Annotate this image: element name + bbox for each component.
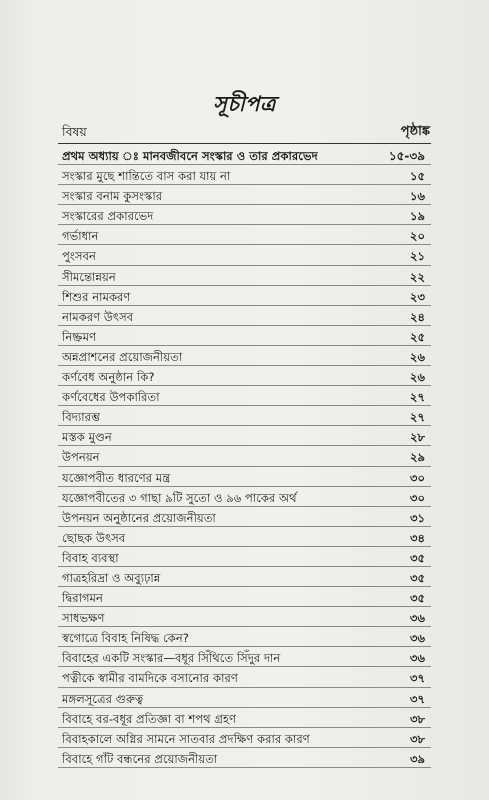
toc-entry-title: শিশুর নামকরণ (62, 289, 131, 304)
toc-entry-page: ৩৮ (409, 711, 425, 726)
toc-entry-page: ৩৪ (409, 530, 425, 545)
toc-row (58, 748, 431, 768)
toc-row (58, 547, 431, 567)
toc-entry-title: পত্নীকে স্বামীর বামদিকে বসানোর কারণ (62, 671, 238, 686)
toc-row (58, 266, 431, 286)
toc-row (58, 165, 431, 185)
toc-entry-title: গাত্রহরিদ্রা ও অব্যুঢ়ান্ন (62, 570, 161, 585)
toc-entry-title: পুংসবন (62, 249, 96, 264)
toc-row (58, 527, 431, 547)
toc-entry-page: ২২ (409, 269, 425, 284)
toc-row (58, 667, 431, 687)
toc-entry-page: ২৮ (409, 430, 425, 445)
toc-row (58, 386, 431, 406)
toc-entry-title: উপনয়ন (62, 450, 100, 465)
toc-entry-title: বিবাহে গাঁট বন্ধনের প্রয়োজনীয়তা (62, 751, 218, 766)
toc-entry-page: ৩৮ (409, 731, 425, 746)
toc-header (62, 122, 430, 144)
toc-entry-page: ২৭ (409, 390, 425, 405)
toc-entry-page: ২৩ (409, 289, 425, 304)
toc-entry-title: সীমন্তোন্নয়ন (62, 269, 116, 284)
toc-entry-title: ছোছক উৎসব (62, 530, 126, 545)
toc-list (58, 145, 431, 768)
toc-entry-title: নিষ্ক্রমণ (62, 329, 97, 344)
toc-row (58, 587, 431, 607)
toc-row (58, 366, 431, 386)
toc-row (58, 426, 431, 446)
toc-entry-title: যজ্ঞোপবীত ধারণের মন্ত্র (62, 470, 171, 485)
toc-entry-title: মস্তক মুণ্ডন (62, 430, 112, 445)
toc-entry-page: ৩০ (409, 490, 425, 505)
toc-entry-page: ২১ (409, 249, 425, 264)
toc-entry-page: ৩৫ (409, 570, 425, 585)
toc-row (58, 406, 431, 426)
toc-row (58, 728, 431, 748)
toc-entry-page: ২৫ (409, 329, 425, 344)
toc-row (58, 627, 431, 647)
toc-row (58, 286, 431, 306)
toc-entry-page: ৩০ (409, 470, 425, 485)
toc-row (58, 245, 431, 265)
toc-entry-title: অন্নপ্রাশনের প্রয়োজনীয়তা (62, 349, 183, 364)
toc-entry-page: ১৫-৩৯ (388, 149, 425, 163)
toc-entry-title: সংস্কার বনাম কুসংস্কার (62, 189, 163, 204)
toc-entry-page: ৩৬ (409, 651, 425, 666)
toc-entry-title: বিবাহকালে অগ্নির সামনে সাতবার প্রদক্ষিণ করার কারণ (62, 731, 310, 746)
toc-row (58, 145, 431, 165)
toc-entry-page: ১৯ (409, 209, 425, 224)
toc-row (58, 647, 431, 667)
toc-row (58, 225, 431, 245)
header-divider (58, 143, 431, 144)
toc-entry-page: ৩১ (409, 510, 425, 525)
toc-row (58, 487, 431, 507)
toc-entry-page: ৩৫ (409, 550, 425, 565)
toc-entry-page: ২৬ (409, 349, 425, 364)
page-number-header: পৃষ্ঠাঙ্ক (400, 124, 430, 139)
toc-row (58, 467, 431, 487)
toc-row (58, 688, 431, 708)
toc-entry-title: উপনয়ন অনুষ্ঠানের প্রয়োজনীয়তা (62, 510, 216, 525)
toc-entry-title: কর্ণবেধের উপকারিতা (62, 390, 160, 405)
toc-entry-title: যজ্ঞোপবীতের ৩ গাছা ৯টি সুতো ও ৯৬ পাকের অর্থ (62, 490, 297, 505)
toc-entry-page: ১৫ (409, 169, 425, 184)
toc-row (58, 346, 431, 366)
toc-entry-title: বিবাহ ব্যবস্থা (62, 550, 119, 565)
toc-entry-title: বিদ্যারম্ভ (62, 410, 101, 425)
toc-entry-page: ৩৭ (409, 691, 425, 706)
toc-entry-page: ৩৬ (409, 631, 425, 646)
toc-entry-page: ৩৬ (409, 611, 425, 626)
toc-row (58, 507, 431, 527)
toc-entry-page: ২৪ (409, 309, 425, 324)
toc-entry-title: গর্ভাধান (62, 229, 99, 244)
toc-entry-title: সাধভক্ষণ (62, 611, 105, 626)
toc-entry-title: স্বগোত্রে বিবাহ নিষিদ্ধ কেন? (62, 631, 189, 646)
toc-row (58, 607, 431, 627)
toc-entry-page: ২৬ (409, 370, 425, 385)
toc-entry-page: ৩৯ (409, 751, 425, 766)
toc-row (58, 185, 431, 205)
toc-entry-title: বিবাহের একটি সংস্কার—বধূর সিঁথিতে সিঁদুর দান (62, 651, 281, 666)
toc-entry-page: ১৬ (409, 189, 425, 204)
toc-entry-page: ৩৭ (409, 671, 425, 686)
toc-row (58, 446, 431, 466)
toc-entry-page: ৩৫ (409, 591, 425, 606)
toc-entry-page: ২৭ (409, 410, 425, 425)
toc-entry-title: নামকরণ উৎসব (62, 309, 134, 324)
toc-entry-title: মঙ্গলসূত্রের গুরুত্ব (62, 691, 144, 706)
toc-entry-title: বিবাহে বর-বধূর প্রতিজ্ঞা বা শপথ গ্রহণ (62, 711, 237, 726)
toc-entry-page: ২৯ (409, 450, 425, 465)
toc-row (58, 708, 431, 728)
toc-row (58, 306, 431, 326)
toc-row (58, 205, 431, 225)
toc-entry-title: প্রথম অধ্যায় ঃ মানবজীবনে সংস্কার ও তার প্রকারভেদ (62, 149, 318, 163)
toc-entry-title: কর্ণবেধ অনুষ্ঠান কি? (62, 370, 155, 385)
toc-row (58, 567, 431, 587)
toc-row (58, 326, 431, 346)
toc-entry-page: ২০ (409, 229, 425, 244)
toc-entry-title: সংস্কার মুছে শান্তিতে বাস করা যায় না (62, 169, 231, 184)
toc-entry-title: দ্বিরাগমন (62, 591, 103, 606)
toc-entry-title: সংস্কারের প্রকারভেদ (62, 209, 154, 224)
page-title: সূচীপত্র (213, 92, 276, 116)
subject-header: বিষয় (62, 124, 87, 139)
